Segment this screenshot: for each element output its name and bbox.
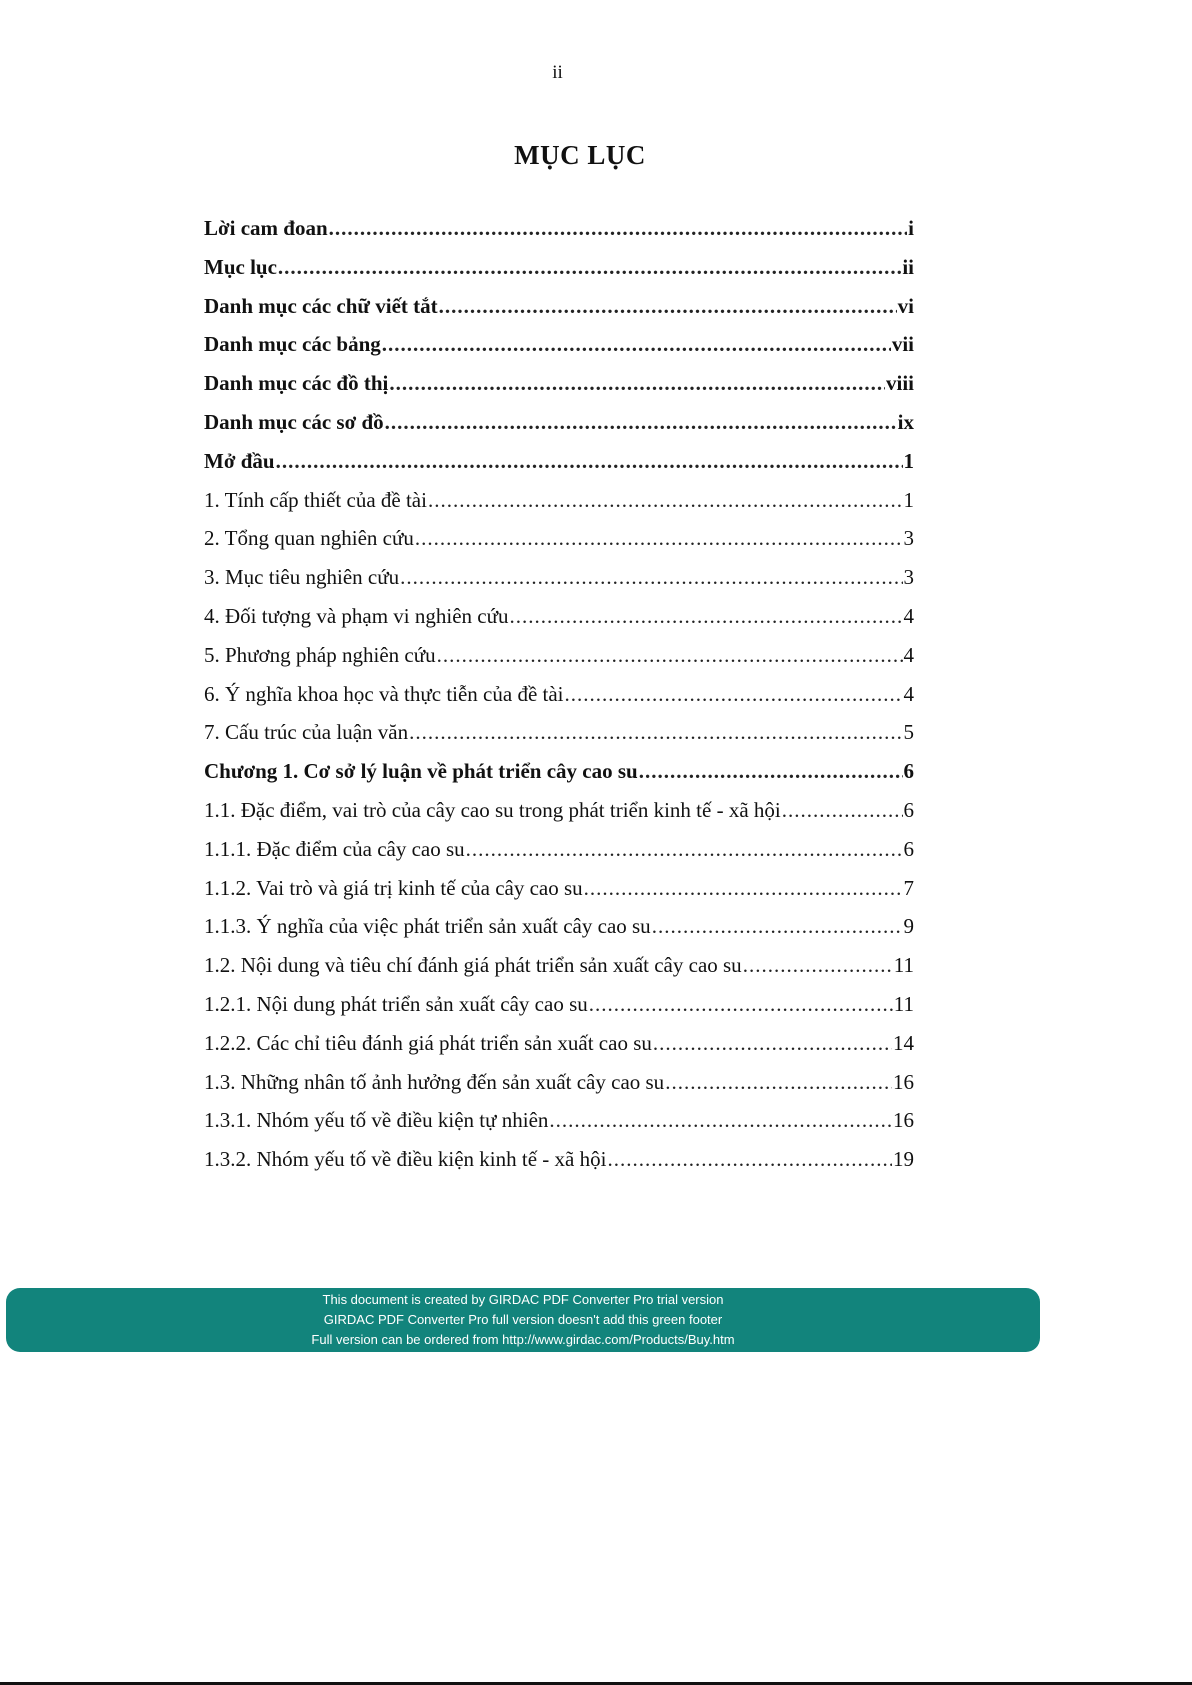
toc-entry-page: 3 (903, 526, 914, 551)
toc-entry-label: 1.3.2. Nhóm yếu tố về điều kiện kinh tế - xã hội (204, 1147, 607, 1172)
toc-entry (204, 720, 914, 759)
toc-dot-leader (437, 643, 903, 668)
footer-line-1: This document is created by GIRDAC PDF Converter Pro trial version (322, 1292, 724, 1307)
toc-entry (204, 410, 914, 449)
toc-entry-page: 7 (903, 875, 914, 900)
toc-entry-page: vii (891, 332, 914, 357)
toc-dot-leader (439, 294, 897, 319)
toc-entry-page: 19 (893, 1147, 914, 1172)
toc-entry-label: 1.3.1. Nhóm yếu tố về điều kiện tự nhiên (204, 1108, 549, 1133)
toc-dot-leader (278, 255, 901, 280)
toc-entry (204, 371, 914, 410)
toc-dot-leader (584, 876, 903, 901)
toc-entry-label: Danh mục các đồ thị (204, 371, 389, 396)
toc-entry-label: Lời cam đoan (204, 216, 328, 240)
toc-dot-leader (589, 992, 893, 1017)
toc-dot-leader (389, 371, 885, 396)
toc-entry-label: 4. Đối tượng và phạm vi nghiên cứu (204, 603, 509, 628)
toc-entry-page: viii (885, 371, 914, 396)
toc-entry-page: 11 (893, 991, 914, 1016)
page-number: ii (552, 62, 563, 83)
table-of-contents (204, 216, 914, 1186)
toc-entry (204, 837, 914, 876)
toc-entry-page: 6 (903, 797, 914, 822)
converter-footer-banner (6, 1288, 1040, 1352)
toc-dot-leader (276, 449, 903, 474)
toc-entry (204, 526, 914, 565)
toc-entry-page: ii (902, 254, 914, 279)
toc-entry-label: 5. Phương pháp nghiên cứu (204, 642, 436, 667)
toc-entry (204, 449, 914, 488)
toc-entry-label: 1.1. Đặc điểm, vai trò của cây cao su trong phát triển kinh tế - xã hội (204, 797, 781, 822)
toc-entry-label: 1. Tính cấp thiết của đề tài (204, 487, 427, 512)
toc-entry (204, 643, 914, 682)
toc-entry (204, 682, 914, 721)
page-title: MỤC LỤC (514, 140, 646, 170)
toc-entry-page: 1 (903, 448, 914, 473)
toc-entry (204, 1147, 914, 1186)
toc-entry-page: 1 (903, 487, 914, 512)
toc-entry (204, 488, 914, 527)
toc-entry-page: 3 (903, 565, 914, 590)
toc-entry (204, 1031, 914, 1070)
toc-entry-page: 11 (893, 953, 914, 978)
toc-dot-leader (653, 1031, 892, 1056)
toc-entry-label: 7. Cấu trúc của luận văn (204, 720, 409, 745)
toc-entry (204, 216, 914, 255)
toc-entry-page: 4 (903, 642, 914, 667)
toc-dot-leader (329, 216, 908, 241)
toc-entry (204, 1070, 914, 1109)
toc-entry (204, 914, 914, 953)
toc-entry-page: 6 (903, 836, 914, 861)
toc-entry-page: i (908, 216, 914, 240)
toc-entry-page: 4 (903, 681, 914, 706)
toc-entry-page: 16 (893, 1108, 914, 1133)
toc-entry (204, 876, 914, 915)
toc-entry-label: Mở đầu (204, 448, 275, 473)
toc-entry-label: 1.2. Nội dung và tiêu chí đánh giá phát triển sản xuất cây cao su (204, 953, 742, 978)
toc-entry-label: Danh mục các chữ viết tắt (204, 293, 438, 318)
toc-entry-page: 6 (903, 759, 914, 784)
toc-entry-label: 1.1.2. Vai trò và giá trị kinh tế của cây cao su (204, 875, 583, 900)
toc-entry-label: 1.2.1. Nội dung phát triển sản xuất cây cao su (204, 991, 588, 1016)
toc-entry (204, 565, 914, 604)
toc-entry-page: 4 (903, 603, 914, 628)
toc-dot-leader (409, 720, 902, 745)
toc-dot-leader (639, 759, 903, 784)
toc-entry (204, 332, 914, 371)
toc-dot-leader (385, 410, 897, 435)
toc-entry (204, 992, 914, 1031)
toc-dot-leader (782, 798, 903, 823)
toc-entry-page: vi (897, 293, 914, 318)
toc-entry (204, 604, 914, 643)
toc-entry (204, 1108, 914, 1147)
toc-dot-leader (743, 953, 893, 978)
toc-entry (204, 255, 914, 294)
toc-entry-label: Danh mục các sơ đồ (204, 409, 384, 434)
toc-entry-page: 5 (903, 720, 914, 745)
toc-entry-label: 1.2.2. Các chỉ tiêu đánh giá phát triển sản xuất cao su (204, 1030, 652, 1055)
toc-dot-leader (565, 682, 903, 707)
toc-dot-leader (510, 604, 903, 629)
toc-entry-label: 6. Ý nghĩa khoa học và thực tiễn của đề tài (204, 681, 564, 706)
toc-entry-label: 2. Tổng quan nghiên cứu (204, 526, 414, 551)
toc-entry-label: Chương 1. Cơ sở lý luận về phát triển cây cao su (204, 759, 638, 784)
toc-dot-leader (415, 526, 903, 551)
toc-dot-leader (400, 565, 902, 590)
toc-dot-leader (382, 332, 891, 357)
toc-entry-page: ix (897, 409, 914, 434)
toc-dot-leader (652, 914, 903, 939)
toc-entry-label: 1.1.1. Đặc điểm của cây cao su (204, 836, 465, 861)
toc-entry-label: Mục lục (204, 254, 277, 279)
toc-dot-leader (466, 837, 903, 862)
toc-entry-page: 16 (893, 1069, 914, 1094)
toc-dot-leader (607, 1147, 892, 1172)
toc-entry (204, 294, 914, 333)
toc-dot-leader (549, 1108, 892, 1133)
toc-entry-label: 3. Mục tiêu nghiên cứu (204, 565, 400, 590)
toc-entry-page: 9 (903, 914, 914, 939)
toc-entry-label: Danh mục các bảng (204, 332, 381, 357)
toc-dot-leader (665, 1070, 892, 1095)
footer-line-2: GIRDAC PDF Converter Pro full version doesn't add this green footer (323, 1312, 723, 1327)
toc-entry (204, 953, 914, 992)
toc-entry (204, 798, 914, 837)
toc-entry-label: 1.1.3. Ý nghĩa của việc phát triển sản xuất cây cao su (204, 914, 651, 939)
toc-entry-label: 1.3. Những nhân tố ảnh hưởng đến sản xuất cây cao su (204, 1069, 665, 1094)
toc-dot-leader (428, 488, 903, 513)
toc-entry (204, 759, 914, 798)
footer-line-3: Full version can be ordered from http://www.girdac.com/Products/Buy.htm (311, 1332, 735, 1347)
toc-entry-page: 14 (893, 1030, 914, 1055)
